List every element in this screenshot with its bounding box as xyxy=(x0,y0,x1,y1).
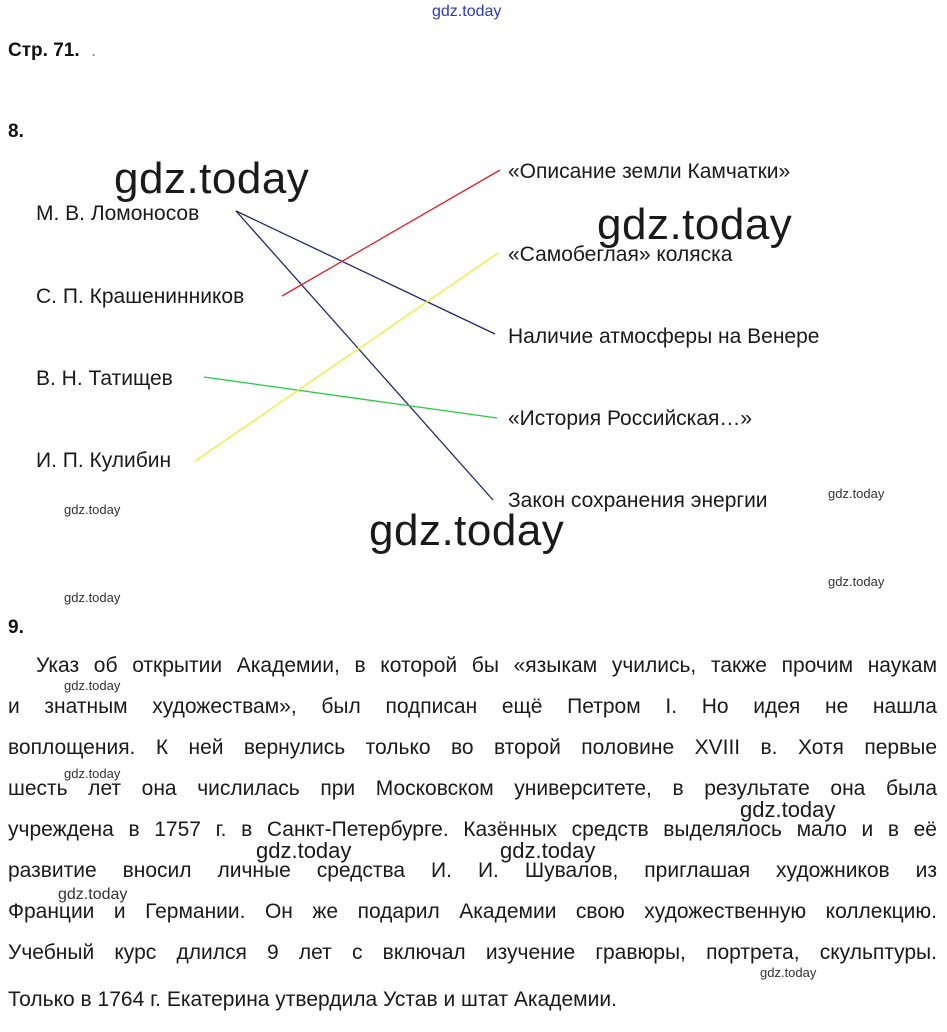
task9-number: 9. xyxy=(8,617,24,638)
watermark-small: gdz.today xyxy=(64,502,121,517)
connection-line-lomonosov-energy xyxy=(236,211,493,500)
watermark-small: gdz.today xyxy=(64,590,121,605)
paragraph-line: учреждена в 1757 г. в Санкт-Петербурге. Казённых средств выделялось мало и в её xyxy=(8,818,937,841)
paragraph-line: развитие вносил личные средства И. И. Шувалов, приглашая художников из xyxy=(8,859,937,882)
watermark-small: gdz.today xyxy=(828,574,885,589)
top-watermark: gdz.today xyxy=(432,3,502,20)
page-label-text: Стр. 71. xyxy=(8,40,80,61)
paragraph-line: Только в 1764 г. Екатерина утвердила Устав и штат Академии. xyxy=(8,988,617,1011)
right-item-energy: Закон сохранения энергии xyxy=(508,489,768,512)
paragraph-line: Франции и Германии. Он же подарил Академии свою художественную коллекцию. xyxy=(8,900,937,923)
left-item-tatishchev: В. Н. Татищев xyxy=(36,367,173,390)
right-item-venus: Наличие атмосферы на Венере xyxy=(508,325,820,348)
watermark-small: gdz.today xyxy=(64,678,121,693)
left-item-kulibin: И. П. Кулибин xyxy=(36,449,172,472)
right-item-history: «История Российская…» xyxy=(508,407,753,430)
watermark-big: gdz.today xyxy=(597,200,793,249)
watermark-big: gdz.today xyxy=(114,154,310,203)
watermark-small: gdz.today xyxy=(828,486,885,501)
left-item-lomonosov: М. В. Ломоносов xyxy=(36,202,200,225)
left-item-krasheninnikov: С. П. Крашенинников xyxy=(36,285,245,308)
task8-number: 8. xyxy=(8,121,24,142)
watermark-small: gdz.today xyxy=(64,766,121,781)
paragraph-line: Указ об открытии Академии, в которой бы «языкам учились, также прочим наукам xyxy=(36,654,937,677)
paragraph-line: и знатным художествам», был подписан ещё Петром I. Но идея не нашла xyxy=(8,695,937,718)
connection-line-lomonosov-venus xyxy=(236,211,495,334)
watermark-mid: gdz.today xyxy=(740,797,836,822)
paragraph-line: Учебный курс длился 9 лет с включал изучение гравюры, портрета, скульптуры. xyxy=(8,941,937,964)
watermark-mid: gdz.today xyxy=(500,838,596,863)
connection-line-krasheninnikov-kamchatka xyxy=(282,170,500,296)
watermark-small: gdz.today xyxy=(58,886,128,903)
watermark-big: gdz.today xyxy=(369,506,565,555)
right-item-carriage: «Самобеглая» коляска xyxy=(508,243,733,266)
watermark-mid: gdz.today xyxy=(256,838,352,863)
connection-line-tatishchev-history xyxy=(204,377,497,418)
paragraph-line: шесть лет она числилась при Московском университете, в результате она была xyxy=(8,777,937,800)
watermark-small: gdz.today xyxy=(760,965,817,980)
right-item-kamchatka: «Описание земли Камчатки» xyxy=(508,160,791,183)
paragraph-line: воплощения. К ней вернулись только во второй половине XVIII в. Хотя первые xyxy=(8,736,937,759)
page-label-dot: . xyxy=(90,40,97,61)
